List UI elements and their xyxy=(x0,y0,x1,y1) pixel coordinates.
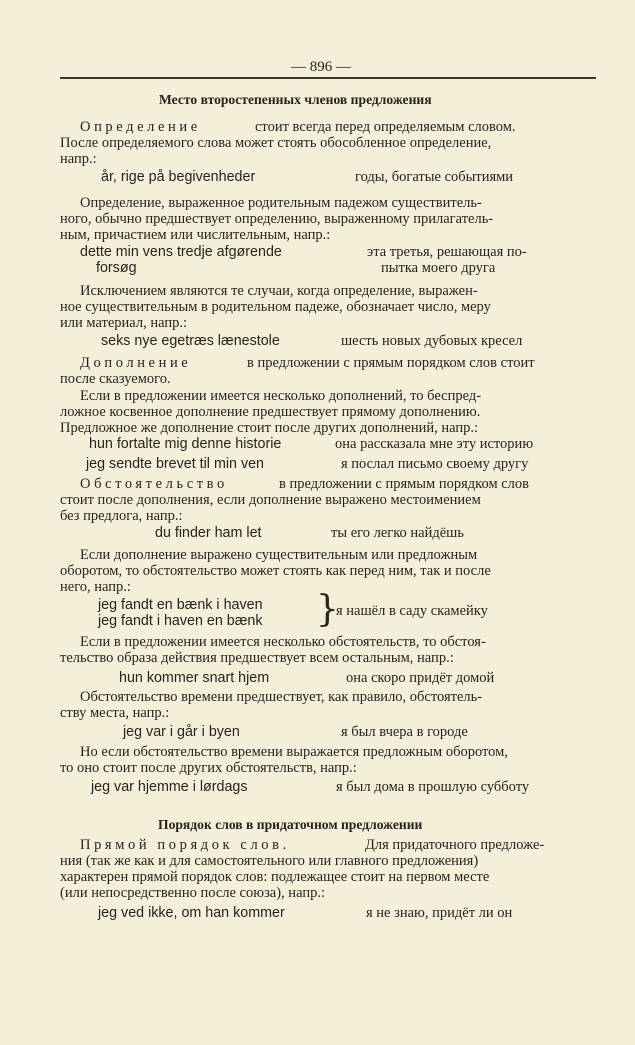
example-russian: годы, богатые событиями xyxy=(355,169,514,185)
paragraph-line: После определяемого слова может стоять обособленное определение, xyxy=(60,135,492,151)
paragraph-line: Определение, выраженное родительным падежом существитель- xyxy=(80,195,482,211)
page-number: — 896 — xyxy=(291,59,351,75)
spaced-term: Обстоятельство xyxy=(80,476,228,492)
spaced-term: Определение xyxy=(80,119,201,135)
example-russian: она рассказала мне эту историю xyxy=(335,436,534,452)
example-russian: она скоро придёт домой xyxy=(346,670,495,686)
paragraph-line: без предлога, напр.: xyxy=(60,508,183,524)
example-russian: я нашёл в саду скамейку xyxy=(336,603,488,619)
paragraph-line: после сказуемого. xyxy=(60,371,171,387)
paragraph-line: Но если обстоятельство времени выражается предложным оборотом, xyxy=(80,744,508,760)
header-rule xyxy=(60,77,596,79)
paragraph-line: Исключением являются те случаи, когда определение, выражен- xyxy=(80,283,478,299)
paragraph-line: Для придаточного предложе- xyxy=(365,837,545,853)
section-heading: Место второстепенных членов предложения xyxy=(159,92,432,107)
paragraph-line: стоит после дополнения, если дополнение выражено местоимением xyxy=(60,492,481,508)
brace-icon: } xyxy=(316,589,339,630)
paragraph-line: ным, причастием или числительным, напр.: xyxy=(60,227,331,243)
example-danish: jeg var hjemme i lørdags xyxy=(91,779,248,795)
paragraph-line: него, напр.: xyxy=(60,579,131,595)
example-russian: пытка моего друга xyxy=(381,260,496,276)
example-danish: år, rige på begivenheder xyxy=(101,169,256,185)
example-danish: du finder ham let xyxy=(155,525,262,541)
example-danish: dette min vens tredje afgørende xyxy=(80,244,282,260)
example-danish: forsøg xyxy=(96,260,137,276)
spaced-term: Дополнение xyxy=(80,355,192,371)
paragraph-line: Обстоятельство времени предшествует, как правило, обстоятель- xyxy=(80,689,483,705)
example-danish: hun kommer snart hjem xyxy=(119,670,270,686)
paragraph-line: оборотом, то обстоятельство может стоять как перед ним, так и после xyxy=(60,563,491,579)
paragraph-line: в предложении с прямым порядком слов xyxy=(279,476,530,492)
paragraph-line: Предложное же дополнение стоит после других дополнений, напр.: xyxy=(60,420,479,436)
example-russian: я послал письмо своему другу xyxy=(341,456,529,472)
section-heading: Порядок слов в придаточном предложении xyxy=(158,817,423,832)
example-danish: jeg fandt i haven en bænk xyxy=(98,613,263,629)
example-russian: эта третья, решающая по- xyxy=(367,244,527,260)
paragraph-line: (или непосредственно после союза), напр.: xyxy=(60,885,325,901)
example-danish: seks nye egetræs lænestole xyxy=(101,333,280,349)
example-russian: я был дома в прошлую субботу xyxy=(336,779,530,795)
example-danish: jeg ved ikke, om han kommer xyxy=(98,905,285,921)
example-russian: я был вчера в городе xyxy=(341,724,468,740)
paragraph-line: напр.: xyxy=(60,151,97,167)
paragraph-line: ное существительным в родительном падеже, обозначает число, меру xyxy=(60,299,491,315)
example-danish: jeg sendte brevet til min ven xyxy=(86,456,265,472)
spaced-term: Прямой порядок слов. xyxy=(80,837,290,853)
paragraph-line: или материал, напр.: xyxy=(60,315,188,331)
example-russian: ты его легко найдёшь xyxy=(331,525,464,541)
example-russian: я не знаю, придёт ли он xyxy=(366,905,513,921)
example-danish: jeg fandt en bænk i haven xyxy=(98,597,263,613)
paragraph-line: ного, обычно предшествует определению, выраженному прилагатель- xyxy=(60,211,494,227)
example-russian: шесть новых дубовых кресел xyxy=(341,333,523,349)
paragraph-line: Если дополнение выражено существительным или предложным xyxy=(80,547,478,563)
paragraph-line: в предложении с прямым порядком слов стоит xyxy=(247,355,535,371)
paragraph-line: тельство образа действия предшествует всем остальным, напр.: xyxy=(60,650,454,666)
paragraph-line: характерен прямой порядок слов: подлежащее стоит на первом месте xyxy=(60,869,490,885)
paragraph-line: ложное косвенное дополнение предшествует прямому дополнению. xyxy=(60,404,481,420)
example-danish: hun fortalte mig denne historie xyxy=(89,436,282,452)
paragraph-line: ству места, напр.: xyxy=(60,705,170,721)
paragraph-line: то оно стоит после других обстоятельств, напр.: xyxy=(60,760,357,776)
paragraph-line: Если в предложении имеется несколько дополнений, то беспред- xyxy=(80,388,482,404)
paragraph-line: стоит всегда перед определяемым словом. xyxy=(255,119,516,135)
paragraph-line: Если в предложении имеется несколько обстоятельств, то обстоя- xyxy=(80,634,486,650)
example-danish: jeg var i går i byen xyxy=(123,724,240,740)
paragraph-line: ния (так же как и для самостоятельного или главного предложения) xyxy=(60,853,479,869)
